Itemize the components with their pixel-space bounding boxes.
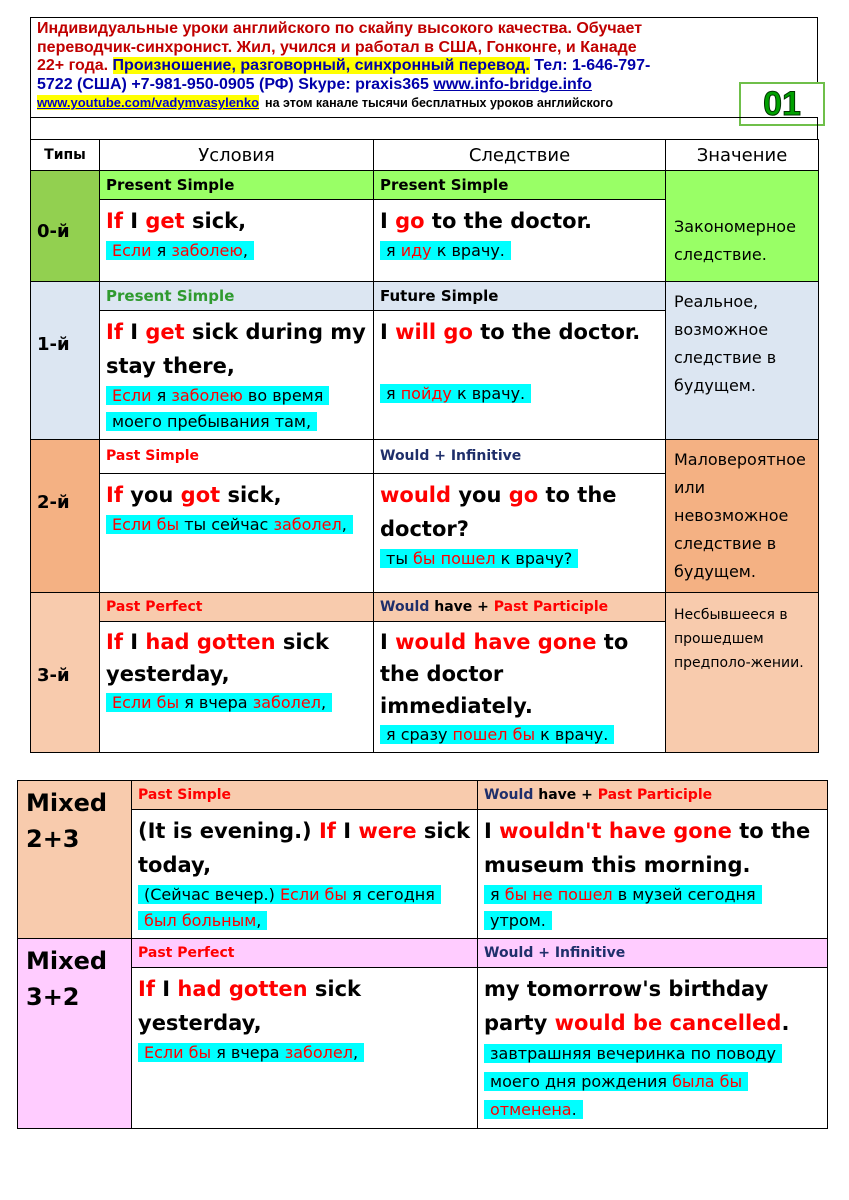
lesson-number-badge: 01 <box>739 82 825 126</box>
consequence-tense-label: Would + Infinitive <box>374 440 666 474</box>
condition-tense-label: Past Perfect <box>132 939 478 968</box>
youtube-text: на этом канале тысячи бесплатных уроков английского <box>265 96 613 110</box>
type-label: 2-й <box>31 440 100 593</box>
consequence-cell: would you go to the doctor? ты бы пошел к врачу? <box>374 473 666 592</box>
meaning-cell: Закономерное следствие. <box>666 171 819 282</box>
consequence-cell: I wouldn't have gone to the museum this morning. я бы не пошел в музей сегодня утром. <box>478 810 828 939</box>
header-meaning: Значение <box>666 140 819 171</box>
condition-tense-label: Present Simple <box>100 282 374 311</box>
conditionals-table <box>30 139 819 753</box>
type-label: Mixed 2+3 <box>18 781 132 939</box>
youtube-line <box>37 95 811 111</box>
type-label: Mixed 3+2 <box>18 939 132 1129</box>
consequence-tense-label: Would have + Past Participle <box>478 781 828 810</box>
table-row <box>31 282 819 311</box>
table-row <box>31 171 819 200</box>
meaning-cell: Несбывшееся в прошедшем предполо-жении. <box>666 593 819 753</box>
table-row <box>31 593 819 622</box>
meaning-cell: Реальное, возможное следствие в будущем. <box>666 282 819 440</box>
meaning-cell: Маловероятное или невозможное следствие в будущем. <box>666 440 819 593</box>
header-line-2: переводчик-синхронист. Жил, учился и работал в США, Гонконге, и Канаде <box>37 38 637 56</box>
youtube-link[interactable]: www.youtube.com/vadymvasylenko <box>37 95 260 110</box>
type-label: 0-й <box>31 171 100 282</box>
header-line-3: 22+ года. Произношение, разговорный, синхронный перевод. Тел: 1-646-797- <box>37 57 651 74</box>
condition-tense-label: Past Simple <box>132 781 478 810</box>
consequence-cell: I go to the doctor. я иду к врачу. <box>374 200 666 282</box>
condition-cell: If you got sick, Если бы ты сейчас заболел, <box>100 473 374 592</box>
header-spacer <box>30 117 818 139</box>
header-highlight: Произношение, разговорный, синхронный перевод. <box>112 57 530 74</box>
mixed-conditionals-table <box>17 780 828 1129</box>
table-row <box>18 810 828 939</box>
header-consequence: Следствие <box>374 140 666 171</box>
condition-tense-label: Present Simple <box>100 171 374 200</box>
table-row <box>18 968 828 1129</box>
table-header-row <box>31 140 819 171</box>
consequence-tense-label: Future Simple <box>374 282 666 311</box>
condition-cell: If I had gotten sick yesterday, Если бы я вчера заболел, <box>132 968 478 1129</box>
condition-cell: If I get sick, Если я заболею, <box>100 200 374 282</box>
consequence-tense-label: Would have + Past Participle <box>374 593 666 622</box>
header-line-1: Индивидуальные уроки английского по скайпу высокого качества. Обучает <box>37 20 643 37</box>
header-banner <box>30 17 818 123</box>
consequence-tense-label: Present Simple <box>374 171 666 200</box>
consequence-cell: my tomorrow's birthday party would be cancelled. завтрашняя вечеринка по поводу моего дня рождения была бы отменена. <box>478 968 828 1129</box>
header-condition: Условия <box>100 140 374 171</box>
header-types: Типы <box>31 140 100 171</box>
consequence-cell: I will go to the doctor. я пойду к врачу. <box>374 311 666 440</box>
header-line-4: 5722 (США) +7-981-950-0905 (РФ) Skype: praxis365 www.info-bridge.info <box>37 75 592 93</box>
site-link[interactable]: www.info-bridge.info <box>433 75 592 93</box>
consequence-cell: I would have gone to the doctor immediately. я сразу пошел бы к врачу. <box>374 622 666 753</box>
type-label: 1-й <box>31 282 100 440</box>
condition-tense-label: Past Simple <box>100 440 374 474</box>
table-row <box>31 440 819 474</box>
table-row <box>18 781 828 810</box>
table-row <box>18 939 828 968</box>
consequence-tense-label: Would + Infinitive <box>478 939 828 968</box>
condition-cell: (It is evening.) If I were sick today, (Сейчас вечер.) Если бы я сегодня был больным, <box>132 810 478 939</box>
condition-cell: If I get sick during my stay there, Если я заболею во время моего пребывания там, <box>100 311 374 440</box>
type-label: 3-й <box>31 593 100 753</box>
condition-cell: If I had gotten sick yesterday, Если бы я вчера заболел, <box>100 622 374 753</box>
condition-tense-label: Past Perfect <box>100 593 374 622</box>
